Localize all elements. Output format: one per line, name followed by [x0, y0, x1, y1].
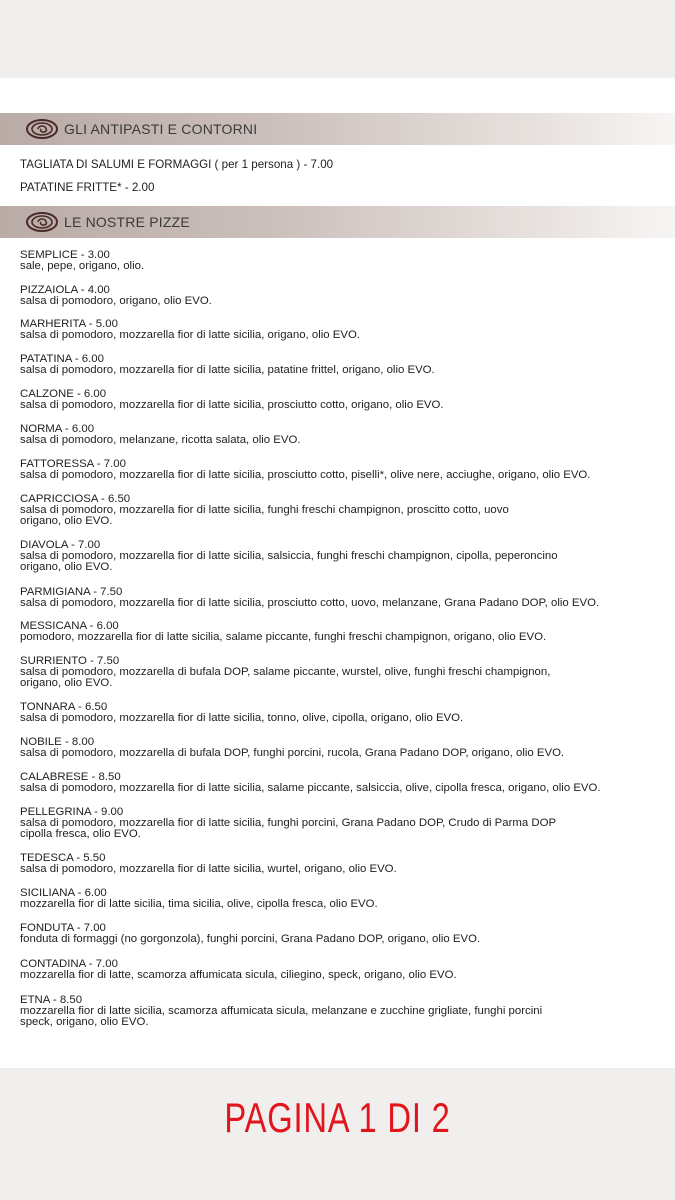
pizza-name: CONTADINA - 7.00	[20, 958, 118, 970]
pizza-ingredients: salsa di pomodoro, mozzarella fior di latte sicilia, prosciutto cotto, uovo, melanzane, Grana Padano DOP, olio EVO.	[20, 597, 600, 609]
section-header-pizze	[0, 206, 675, 238]
pizza-item	[20, 923, 665, 945]
pizza-name: TEDESCA - 5.50	[20, 852, 106, 864]
pizza-ingredients: mozzarella fior di latte sicilia, scamorza affumicata sicula, melanzane e zucchine grigliate, funghi porcini	[20, 1005, 543, 1017]
swirl-logo-icon	[24, 210, 60, 234]
pizza-name: FATTORESSA - 7.00	[20, 458, 126, 470]
pizza-name: PELLEGRINA - 9.00	[20, 806, 124, 818]
pizza-item	[20, 285, 665, 307]
pizza-ingredients: salsa di pomodoro, mozzarella fior di latte sicilia, salsiccia, funghi freschi champignon, cipolla, peperoncino	[20, 550, 558, 562]
pizza-ingredients: salsa di pomodoro, mozzarella di bufala DOP, funghi porcini, rucola, Grana Padano DOP, origano, olio EVO.	[20, 747, 565, 759]
pizza-name: ETNA - 8.50	[20, 994, 83, 1006]
pizza-ingredients: salsa di pomodoro, origano, olio EVO.	[20, 295, 212, 307]
pizza-name: MESSICANA - 6.00	[20, 620, 119, 632]
pizza-name: CALZONE - 6.00	[20, 388, 107, 400]
pizza-name: CAPRICCIOSA - 6.50	[20, 493, 131, 505]
antipasto-item: TAGLIATA DI SALUMI E FORMAGGI ( per 1 persona ) - 7.00	[20, 158, 334, 171]
pizza-item	[20, 888, 665, 910]
pizza-item	[20, 494, 665, 527]
pizza-name: TONNARA - 6.50	[20, 701, 108, 713]
pizza-item	[20, 250, 665, 272]
pizza-item	[20, 737, 665, 759]
pizza-ingredients: salsa di pomodoro, mozzarella fior di latte sicilia, salame piccante, salsiccia, olive, cipolla fresca, origano, olio EVO.	[20, 782, 601, 794]
pizza-name: PARMIGIANA - 7.50	[20, 586, 123, 598]
pizza-item	[20, 540, 665, 573]
pizza-ingredients: salsa di pomodoro, mozzarella fior di latte sicilia, funghi freschi champignon, proscitto cotto, uovo	[20, 504, 509, 516]
pizza-ingredients-cont: origano, olio EVO.	[20, 515, 113, 527]
pizza-ingredients-cont: origano, olio EVO.	[20, 677, 113, 689]
pizza-name: MARHERITA - 5.00	[20, 318, 118, 330]
pizza-ingredients: mozzarella fior di latte sicilia, tima sicilia, olive, cipolla fresca, olio EVO.	[20, 898, 378, 910]
pizza-ingredients: salsa di pomodoro, mozzarella fior di latte sicilia, funghi porcini, Grana Padano DOP, Crudo di Parma DOP	[20, 817, 557, 829]
pizza-item	[20, 959, 665, 981]
pizza-item	[20, 656, 665, 689]
pizza-item	[20, 853, 665, 875]
pizza-ingredients: sale, pepe, origano, olio.	[20, 260, 145, 272]
pizza-name: SICILIANA - 6.00	[20, 887, 107, 899]
pizza-item	[20, 354, 665, 376]
pizza-name: NOBILE - 8.00	[20, 736, 95, 748]
pizza-ingredients: salsa di pomodoro, mozzarella di bufala DOP, salame piccante, wurstel, olive, funghi freschi champignon,	[20, 666, 551, 678]
pizza-item	[20, 389, 665, 411]
pizza-name: DIAVOLA - 7.00	[20, 539, 101, 551]
page-indicator: PAGINA 1 DI 2	[224, 1094, 451, 1141]
pizza-name: SEMPLICE - 3.00	[20, 249, 110, 261]
swirl-logo-icon	[24, 117, 60, 141]
pizza-ingredients: salsa di pomodoro, mozzarella fior di latte sicilia, prosciutto cotto, origano, olio EVO.	[20, 399, 444, 411]
pizza-ingredients: pomodoro, mozzarella fior di latte sicilia, salame piccante, funghi freschi champignon, origano, olio EVO.	[20, 631, 547, 643]
pizza-ingredients: fonduta di formaggi (no gorgonzola), funghi porcini, Grana Padano DOP, origano, olio EVO.	[20, 933, 481, 945]
pizza-item	[20, 459, 665, 481]
pizza-name: CALABRESE - 8.50	[20, 771, 121, 783]
antipasto-item: PATATINE FRITTE* - 2.00	[20, 181, 155, 194]
pizza-item	[20, 807, 665, 840]
pizza-item	[20, 319, 665, 341]
section-title: LE NOSTRE PIZZE	[64, 214, 190, 230]
pizza-ingredients: salsa di pomodoro, mozzarella fior di latte sicilia, patatine frittel, origano, olio EVO.	[20, 364, 435, 376]
top-margin	[0, 0, 675, 78]
section-title: GLI ANTIPASTI E CONTORNI	[64, 121, 258, 137]
pizza-ingredients-cont: cipolla fresca, olio EVO.	[20, 828, 141, 840]
pizza-item	[20, 772, 665, 794]
pizza-name: PATATINA - 6.00	[20, 353, 104, 365]
pizza-ingredients: salsa di pomodoro, mozzarella fior di latte sicilia, prosciutto cotto, piselli*, olive nere, acciughe, origano, olio EVO.	[20, 469, 591, 481]
pizza-item	[20, 424, 665, 446]
pizza-item	[20, 702, 665, 724]
pizza-ingredients: salsa di pomodoro, mozzarella fior di latte sicilia, wurtel, origano, olio EVO.	[20, 863, 397, 875]
pizza-item	[20, 621, 665, 643]
pizza-ingredients-cont: speck, origano, olio EVO.	[20, 1016, 149, 1028]
pizza-name: FONDUTA - 7.00	[20, 922, 106, 934]
pizza-item	[20, 587, 665, 609]
pizza-item	[20, 995, 665, 1028]
pizza-ingredients: salsa di pomodoro, melanzane, ricotta salata, olio EVO.	[20, 434, 301, 446]
section-header-antipasti	[0, 113, 675, 145]
pizza-ingredients: mozzarella fior di latte, scamorza affumicata sicula, ciliegino, speck, origano, olio EVO.	[20, 969, 457, 981]
pizza-name: PIZZAIOLA - 4.00	[20, 284, 110, 296]
pizza-ingredients: salsa di pomodoro, mozzarella fior di latte sicilia, origano, olio EVO.	[20, 329, 360, 341]
pizza-name: NORMA - 6.00	[20, 423, 95, 435]
pizza-ingredients-cont: origano, olio EVO.	[20, 561, 113, 573]
pizza-name: SURRIENTO - 7.50	[20, 655, 120, 667]
pizza-ingredients: salsa di pomodoro, mozzarella fior di latte sicilia, tonno, olive, cipolla, origano, olio EVO.	[20, 712, 464, 724]
